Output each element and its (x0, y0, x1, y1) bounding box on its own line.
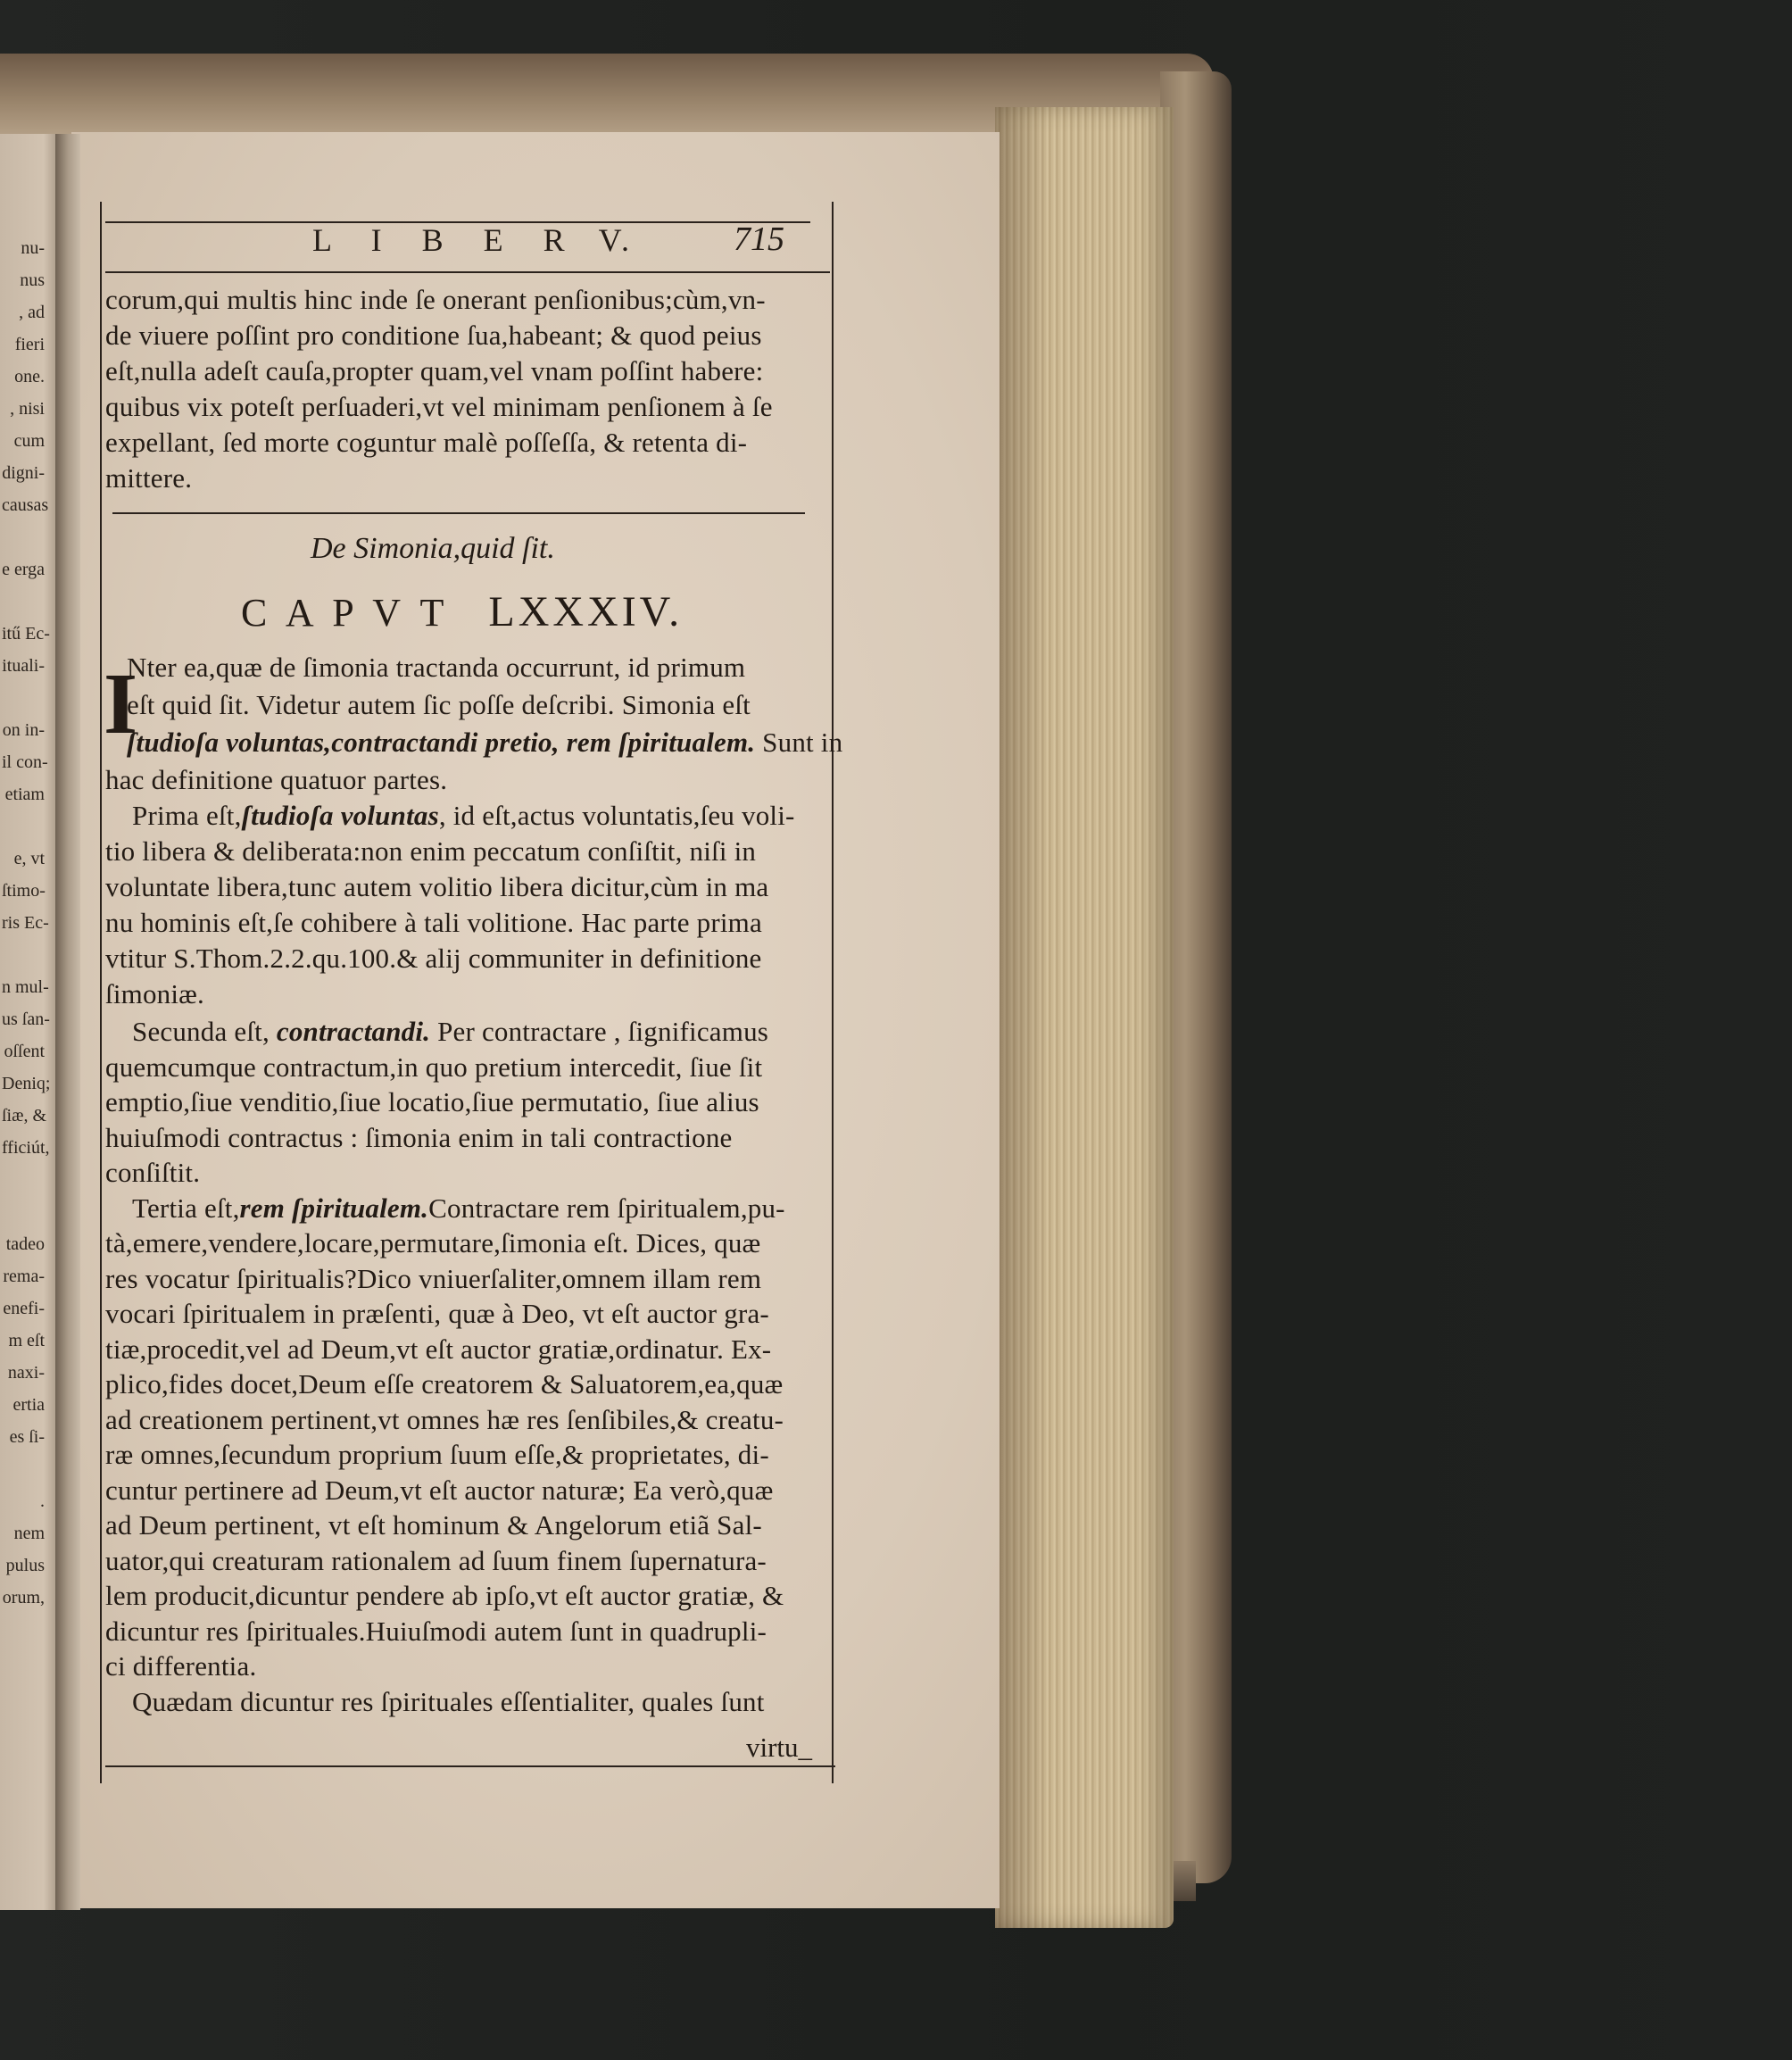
text-line (127, 727, 843, 759)
text-line: Nter ea,quæ de ſimonia tractanda occurrunt, id primum (127, 652, 746, 683)
left-page-fragment: pulus (5, 1556, 45, 1575)
left-page-fragment: enefi- (3, 1299, 45, 1318)
left-page-fragment: . (40, 1491, 45, 1511)
left-page-fragment: ituali- (2, 656, 45, 676)
text-span: Sunt in (755, 727, 843, 758)
left-page-fragment: ertia (12, 1395, 45, 1415)
left-page-fragment: e erga (2, 560, 45, 579)
head-rule-lower (105, 271, 830, 273)
text-line (132, 1016, 825, 1048)
left-page-text-fragments (2, 232, 51, 1614)
left-page-fragment: Deniq; (2, 1074, 51, 1093)
text-line: ad creationem pertinent,vt omnes hæ res ſenſibiles,& creatu- (105, 1404, 784, 1435)
text-line: ad Deum pertinent, vt eſt hominum & Angelorum etiã Sal- (105, 1509, 762, 1541)
text-line: cuntur pertinere ad Deum,vt eſt auctor naturæ; Ea verò,quæ (105, 1474, 774, 1506)
text-span: Prima eſt, (132, 800, 242, 831)
left-page-fragment: nus (20, 270, 45, 290)
left-page-fragment: on in- (2, 720, 45, 740)
left-page-fragment: itű Ec- (2, 624, 50, 644)
left-page-fragment (2, 682, 45, 714)
text-line: dicuntur res ſpirituales.Huiuſmodi autem ſunt in quadrupli- (105, 1616, 767, 1647)
left-page-fragment (2, 939, 45, 971)
left-page-fragment: one. (14, 367, 45, 386)
emphasis-text: contractandi. (276, 1016, 431, 1047)
text-line: res vocatur ſpiritualis?Dico vniuerſaliter,omnem illam rem (105, 1263, 762, 1294)
left-page-fragment: , nisi (10, 399, 45, 419)
left-page-fragment: m eſt (8, 1331, 45, 1350)
text-line: vtitur S.Thom.2.2.qu.100.& alij communiter in definitione (105, 943, 762, 974)
text-line: hac definitione quatuor partes. (105, 764, 448, 795)
page-number: 715 (734, 220, 784, 258)
left-page-fragment: tadeo (5, 1234, 45, 1254)
catchword: virtu_ (746, 1732, 813, 1763)
text-line: eſt quid ſit. Videtur autem ſic poſſe deſcribi. Simonia eſt (127, 689, 751, 720)
left-page-fragment: oſſent (4, 1042, 45, 1061)
running-head (312, 221, 633, 259)
left-page-fragment: ſiæ, & (2, 1106, 47, 1126)
running-head-title: L I B E R (312, 222, 581, 258)
text-line (132, 800, 825, 832)
left-page-fragment: nem (13, 1524, 45, 1543)
text-line: huiuſmodi contractus : ſimonia enim in tali contractione (105, 1122, 733, 1153)
text-line: corum,qui multis hinc inde ſe onerant penſionibus;cùm,vn- (105, 284, 766, 315)
left-page-fragment: es ſi- (9, 1427, 45, 1447)
text-line (132, 1192, 825, 1225)
left-page-fragment: ſtimo- (2, 881, 46, 901)
left-page-fragment: cum (13, 431, 45, 451)
emphasis-text: rem ſpiritualem. (239, 1192, 429, 1224)
emphasis-text: ſtudioſa voluntas (241, 800, 439, 831)
left-page-fragment: us ſan- (2, 1009, 50, 1029)
left-page-fragment: orum, (2, 1588, 45, 1607)
running-head-book-number: V. (598, 222, 634, 258)
drop-cap: I (104, 656, 138, 752)
left-page-fragment: il con- (2, 752, 48, 772)
text-line: voluntate libera,tunc autem volitio libera dicitur,cùm in ma (105, 871, 769, 902)
text-line: tio libera & deliberata:non enim peccatum conſiſtit, niſi in (105, 835, 757, 867)
text-span: Contractare rem ſpiritualem,pu- (428, 1192, 785, 1224)
text-line: lem producit,dicuntur pendere ab ipſo,vt eſt auctor gratiæ, & (105, 1580, 784, 1611)
left-page-fragment: fieri (14, 335, 45, 354)
text-span: Secunda eſt, (132, 1016, 277, 1047)
text-line: emptio,ſiue venditio,ſiue locatio,ſiue permutatio, ſiue alius (105, 1086, 759, 1117)
text-span: , id eſt,actus voluntatis,ſeu voli- (438, 800, 795, 831)
left-page-fragment: ris Ec- (2, 913, 49, 933)
left-page-fragment: digni- (2, 463, 45, 483)
text-line: nu hominis eſt,ſe cohibere à tali volitione. Hac parte prima (105, 907, 762, 938)
text-line: tiæ,procedit,vel ad Deum,vt eſt auctor gratiæ,ordinatur. Ex- (105, 1333, 772, 1365)
text-line: mittere. (105, 462, 193, 494)
gutter-shadow (55, 134, 80, 1910)
text-line: eſt,nulla adeſt cauſa,propter quam,vel vnam poſſint habere: (105, 355, 764, 386)
text-span: Per contractare , ſignificamus (430, 1016, 769, 1047)
text-line: uator,qui creaturam rationalem ad ſuum finem ſupernatura- (105, 1545, 767, 1576)
text-line: tà,emere,vendere,locare,permutare,ſimonia eſt. Dices, quæ (105, 1227, 761, 1258)
left-page-fragment: n mul- (2, 977, 49, 997)
left-page-fragment: fficiút, (2, 1138, 50, 1158)
left-page-fragment: , ad (19, 303, 45, 322)
left-page-fragment: rema- (3, 1267, 45, 1286)
chapter-label: C A P V T (241, 591, 450, 635)
left-page-fragment: naxi- (7, 1363, 45, 1383)
left-page-fragment (2, 521, 45, 553)
left-page-fragment: etiam (4, 785, 45, 804)
left-page-fragment: e, vt (13, 849, 45, 868)
chapter-number: LXXXIV. (488, 588, 684, 635)
text-line: plico,fides docet,Deum eſſe creatorem & Saluatorem,ea,quæ (105, 1368, 784, 1400)
left-page-fragment: nu- (21, 238, 45, 258)
chapter-heading (241, 587, 683, 636)
left-page-fragment (2, 1196, 45, 1228)
text-line: Quædam dicuntur res ſpirituales eſſentialiter, quales ſunt (132, 1686, 765, 1717)
text-span: Tertia eſt, (132, 1192, 240, 1224)
left-page-fragment (2, 810, 45, 843)
emphasis-text: ſtudioſa voluntas,contractandi pretio, rem ſpiritualem. (127, 727, 756, 758)
fore-edge-shadow (995, 107, 1049, 1928)
text-line: expellant, ſed morte coguntur malè poſſeſſa, & retenta di- (105, 427, 748, 458)
section-rule (112, 512, 805, 514)
left-page-fragment (2, 1453, 45, 1485)
foot-rule (105, 1765, 835, 1767)
text-line: quibus vix poteſt perſuaderi,vt vel minimam penſionem à ſe (105, 391, 773, 422)
text-line: ſimoniæ. (105, 978, 204, 1009)
text-line: ræ omnes,ſecundum proprium ſuum eſſe,& proprietates, di- (105, 1439, 769, 1470)
left-page-fragment (2, 586, 45, 618)
text-line: de viuere poſſint pro conditione ſua,habeant; & quod peius (105, 320, 762, 351)
text-line: quemcumque contractum,in quo pretium intercedit, ſiue ſit (105, 1051, 763, 1083)
text-line: vocari ſpiritualem in præſenti, quæ à Deo, vt eſt auctor gra- (105, 1298, 769, 1329)
left-page-fragment (2, 1164, 45, 1196)
section-title: De Simonia,quid ſit. (311, 532, 555, 565)
left-page-fragment: causas (2, 495, 49, 515)
text-line: conſiſtit. (105, 1157, 201, 1188)
text-line: ci differentia. (105, 1650, 257, 1682)
